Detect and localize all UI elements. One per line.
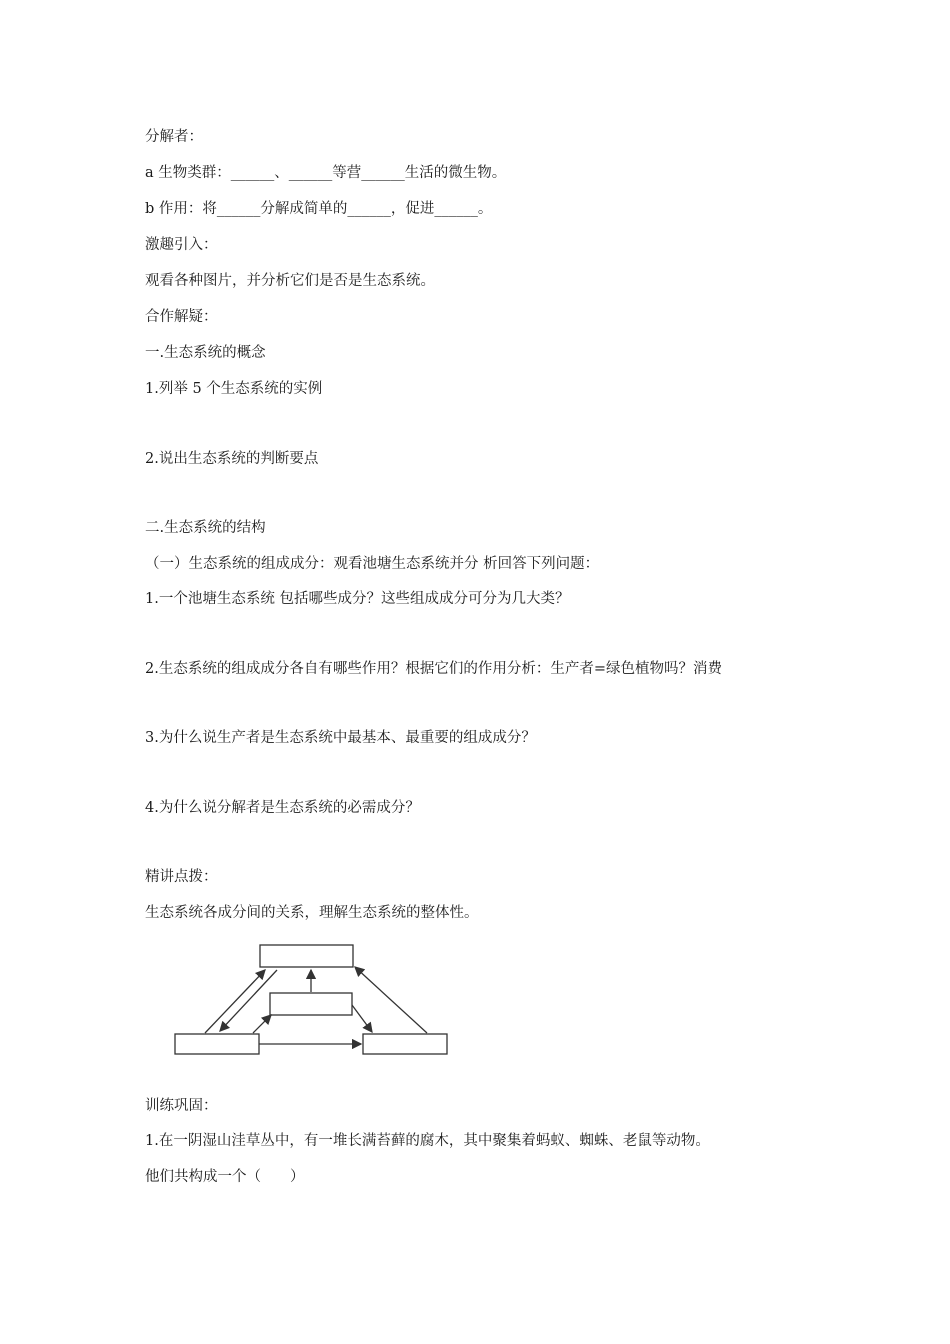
coop-heading: 合作解疑： — [145, 309, 218, 325]
train-heading: 训练巩固： — [145, 1098, 218, 1114]
arrow-middle-to-right — [352, 1005, 372, 1032]
section2-question-4: 4.为什么说分解者是生态系统的必需成分？ — [145, 800, 420, 816]
decomposer-function-line: b 作用：将______分解成简单的______，促进______。 — [145, 201, 493, 217]
middle-box — [270, 993, 352, 1015]
train-question-1-cont: 他们共构成一个（ ） — [145, 1169, 305, 1185]
arrow-left-to-top — [205, 970, 265, 1033]
section1-question-1: 1.列举 5 个生态系统的实例 — [145, 381, 323, 397]
top-box — [260, 945, 353, 967]
section1-question-2: 2.说出生态系统的判断要点 — [145, 451, 319, 467]
train-question-1: 1.在一阴湿山洼草丛中，有一堆长满苔藓的腐木，其中聚集着蚂蚁、蜘蛛、老鼠等动物。 — [145, 1133, 710, 1149]
explain-heading: 精讲点拨： — [145, 869, 218, 885]
section2-question-1: 1.一个池塘生态系统 包括哪些成分？这些组成成分可分为几大类？ — [145, 591, 570, 607]
intro-heading: 激趣引入： — [145, 237, 218, 253]
left-box — [175, 1034, 259, 1054]
section2-title: 二.生态系统的结构 — [145, 520, 266, 536]
section2-subtitle: （一）生态系统的组成成分：观看池塘生态系统并分 析回答下列问题： — [145, 556, 600, 572]
decomposer-group-line: a 生物类群：______、______等营______生活的微生物。 — [145, 165, 507, 181]
right-box — [363, 1034, 447, 1054]
arrow-left-to-middle — [253, 1015, 271, 1033]
section2-question-2: 2.生态系统的组成成分各自有哪些作用？根据它们的作用分析：生产者=绿色植物吗？消费 — [145, 661, 722, 677]
explain-text: 生态系统各成分间的关系，理解生态系统的整体性。 — [145, 905, 479, 921]
arrow-top-to-left — [220, 970, 277, 1031]
section1-title: 一.生态系统的概念 — [145, 345, 266, 361]
ecosystem-relationship-diagram — [165, 935, 460, 1060]
section2-question-3: 3.为什么说生产者是生态系统中最基本、最重要的组成成分？ — [145, 730, 536, 746]
intro-text: 观看各种图片，并分析它们是否是生态系统。 — [145, 273, 435, 289]
decomposer-heading: 分解者： — [145, 129, 203, 145]
